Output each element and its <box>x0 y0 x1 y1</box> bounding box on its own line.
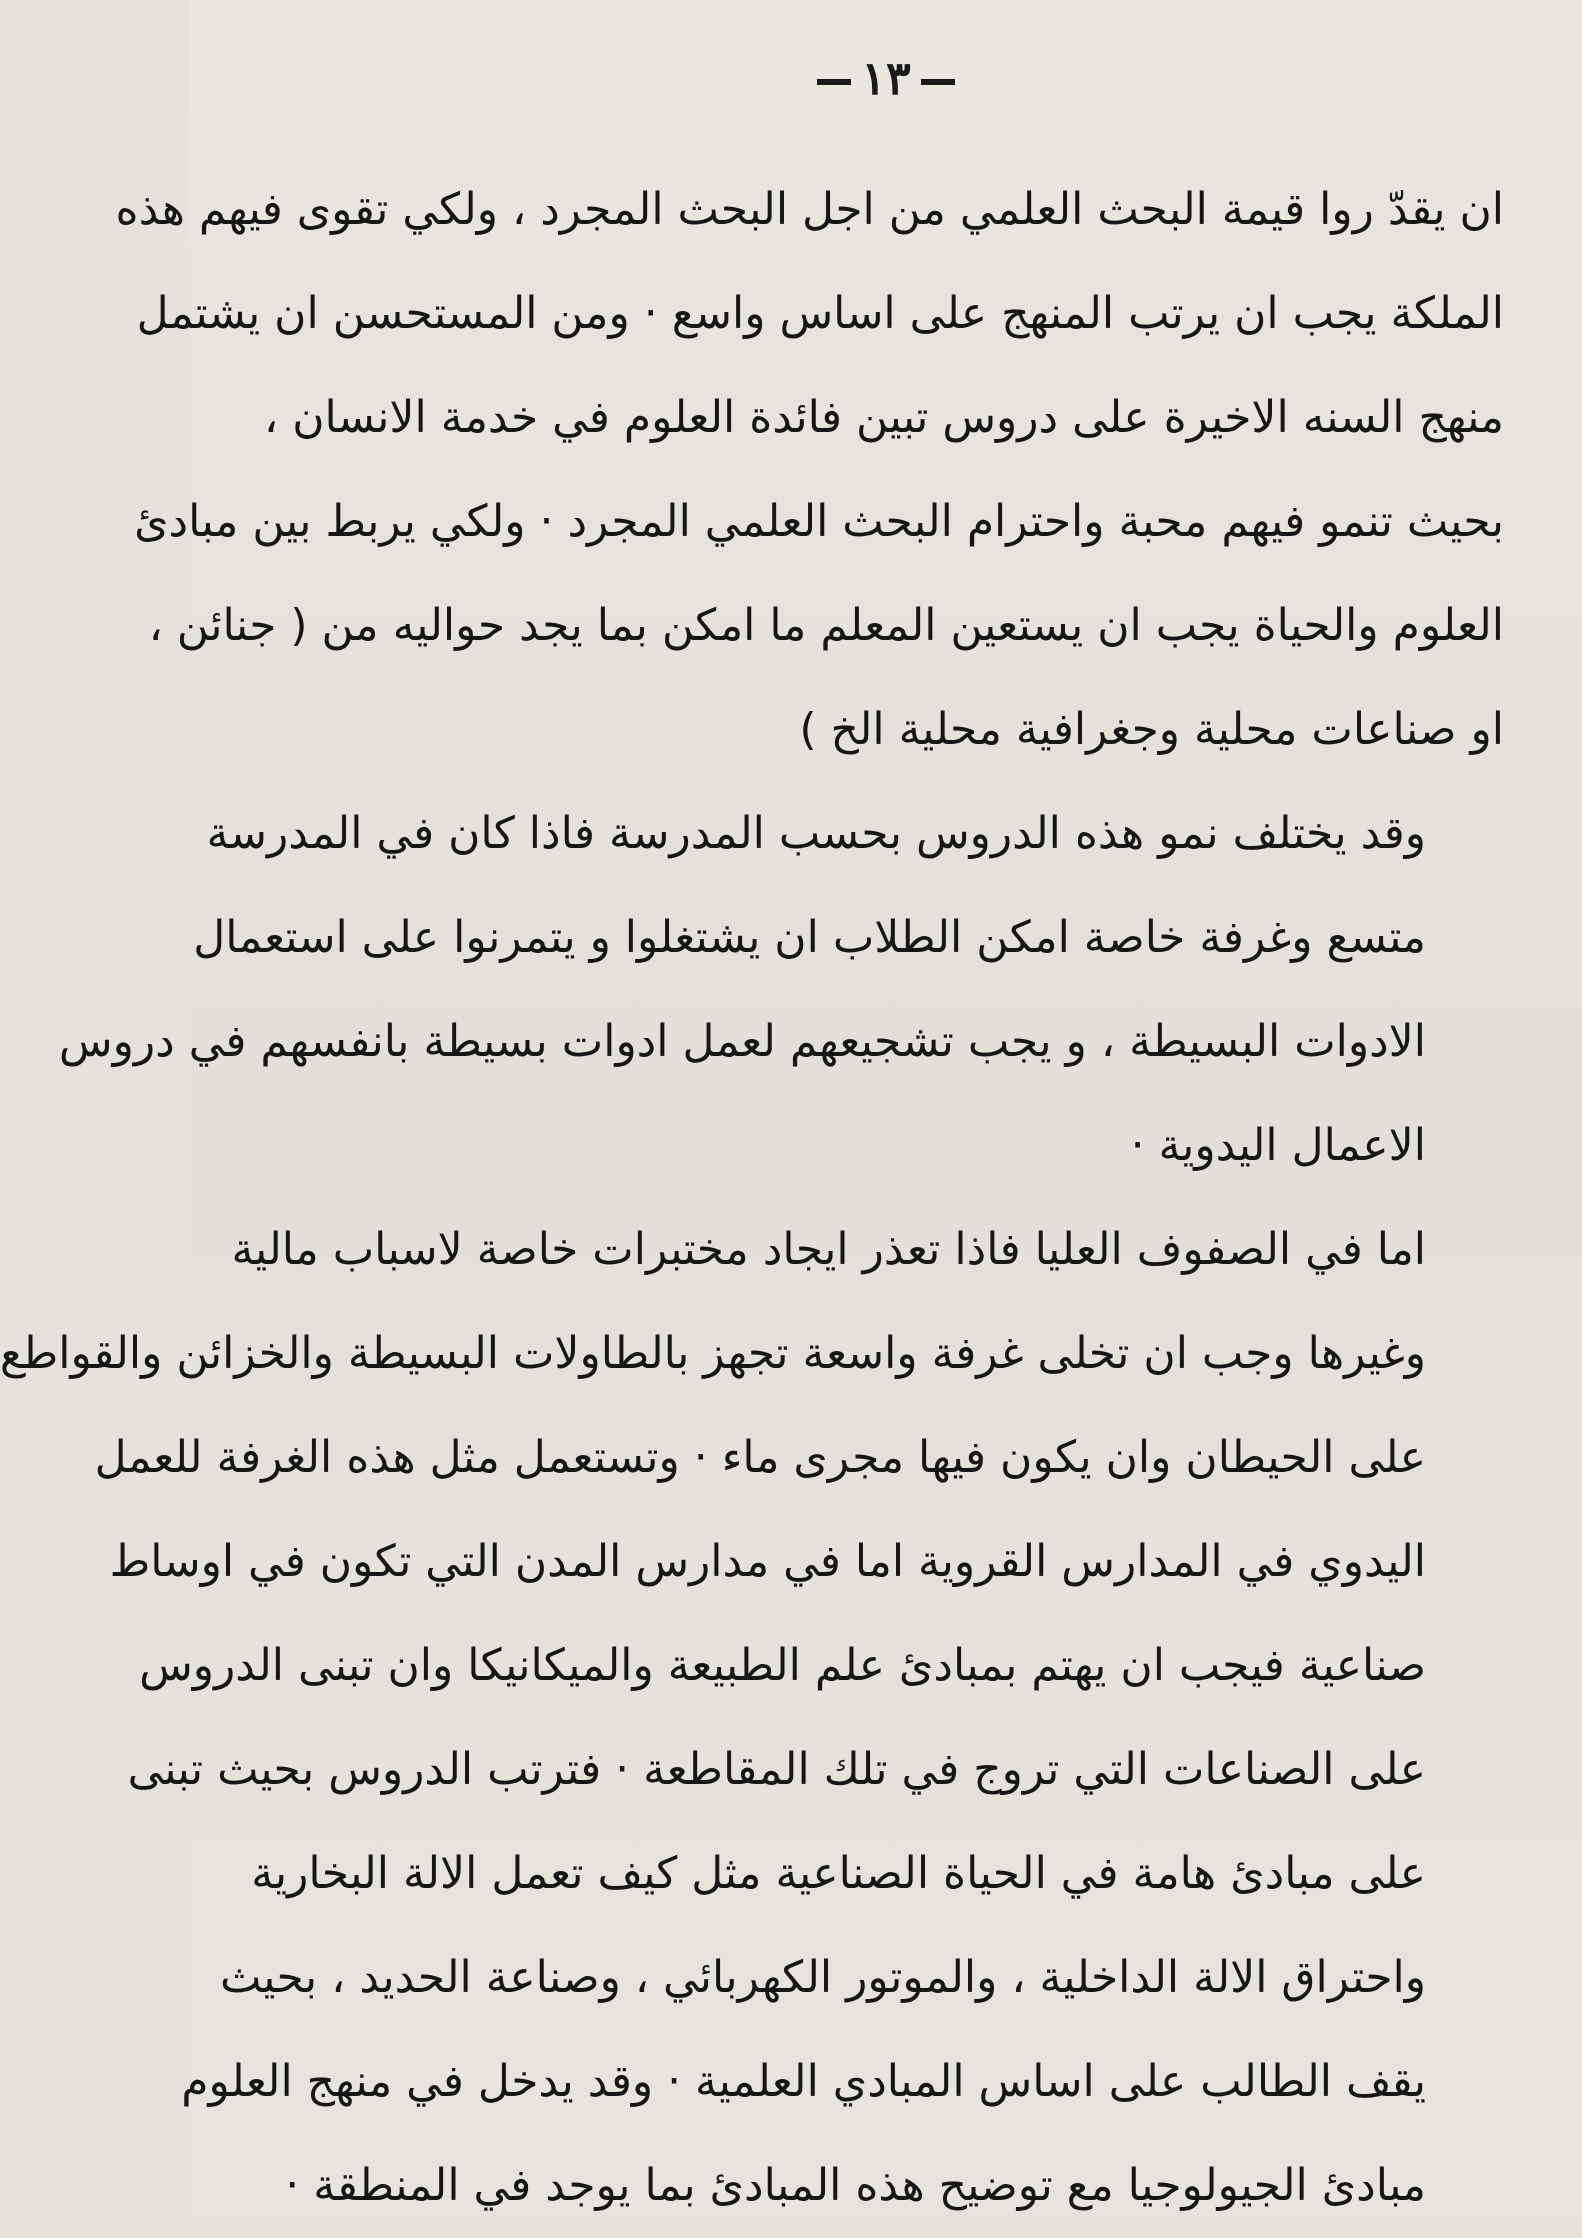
text-line: واحتراق الالة الداخلية ، والموتور الكهربائي ، وصناعة الحديد ، بحيث <box>219 1952 1426 2003</box>
paragraph-1 <box>115 158 1504 782</box>
text-line: العلوم والحياة يجب ان يستعين المعلم ما امكن بما يجد حواليه من ( جنائن ، <box>148 600 1504 651</box>
text-line: او صناعات محلية وجغرافية محلية الخ ) <box>799 704 1504 755</box>
body-text <box>0 158 1504 2238</box>
text-line: على الصناعات التي تروج في تلك المقاطعة · فترتب الدروس بحيث تبنى <box>127 1744 1426 1795</box>
paragraph-2 <box>58 782 1504 1198</box>
text-line: يقف الطالب على اساس المبادي العلمية · وقد يدخل في منهج العلوم <box>181 2056 1426 2107</box>
text-line: بحيث تنمو فيهم محبة واحترام البحث العلمي المجرد · ولكي يربط بين مبادئ <box>134 496 1504 547</box>
text-line: وقد يختلف نمو هذه الدروس بحسب المدرسة فاذا كان في المدرسة <box>206 808 1426 859</box>
text-line: على مبادئ هامة في الحياة الصناعية مثل كيف تعمل الالة البخارية <box>251 1848 1426 1899</box>
text-line: الملكة يجب ان يرتب المنهج على اساس واسع · ومن المستحسن ان يشتمل <box>136 288 1504 339</box>
text-line: صناعية فيجب ان يهتم بمبادئ علم الطبيعة والميكانيكا وان تبنى الدروس <box>139 1640 1426 1691</box>
text-line: مبادئ الجيولوجيا مع توضيح هذه المبادئ بما يوجد في المنطقة · <box>285 2160 1426 2211</box>
text-line: ان يقدّ روا قيمة البحث العلمي من اجل البحث المجرد ، ولكي تقوى فيهم هذه <box>115 184 1504 235</box>
page-number-dash-left <box>817 79 851 85</box>
text-line: الاعمال اليدوية · <box>1130 1120 1426 1171</box>
text-line: اليدوي في المدارس القروية اما في مدارس المدن التي تكون في اوساط <box>109 1536 1426 1587</box>
page-number <box>190 48 1582 108</box>
page-number-value: ١٣ <box>861 51 911 105</box>
text-line: اما في الصفوف العليا فاذا تعذر ايجاد مختبرات خاصة لاسباب مالية <box>231 1224 1426 1275</box>
text-line: متسع وغرفة خاصة امكن الطلاب ان يشتغلوا و يتمرنوا على استعمال <box>193 912 1426 963</box>
text-line: منهج السنه الاخيرة على دروس تبين فائدة العلوم في خدمة الانسان ، <box>264 392 1504 443</box>
text-line: على الحيطان وان يكون فيها مجرى ماء · وتستعمل مثل هذه الغرفة للعمل <box>94 1432 1426 1483</box>
text-line: الادوات البسيطة ، و يجب تشجيعهم لعمل ادوات بسيطة بانفسهم في دروس <box>58 1016 1426 1067</box>
page-number-dash-right <box>921 79 955 85</box>
text-line: وغيرها وجب ان تخلى غرفة واسعة تجهز بالطاولات البسيطة والخزائن والقواطع <box>0 1328 1426 1379</box>
paragraph-3 <box>0 1198 1504 2238</box>
